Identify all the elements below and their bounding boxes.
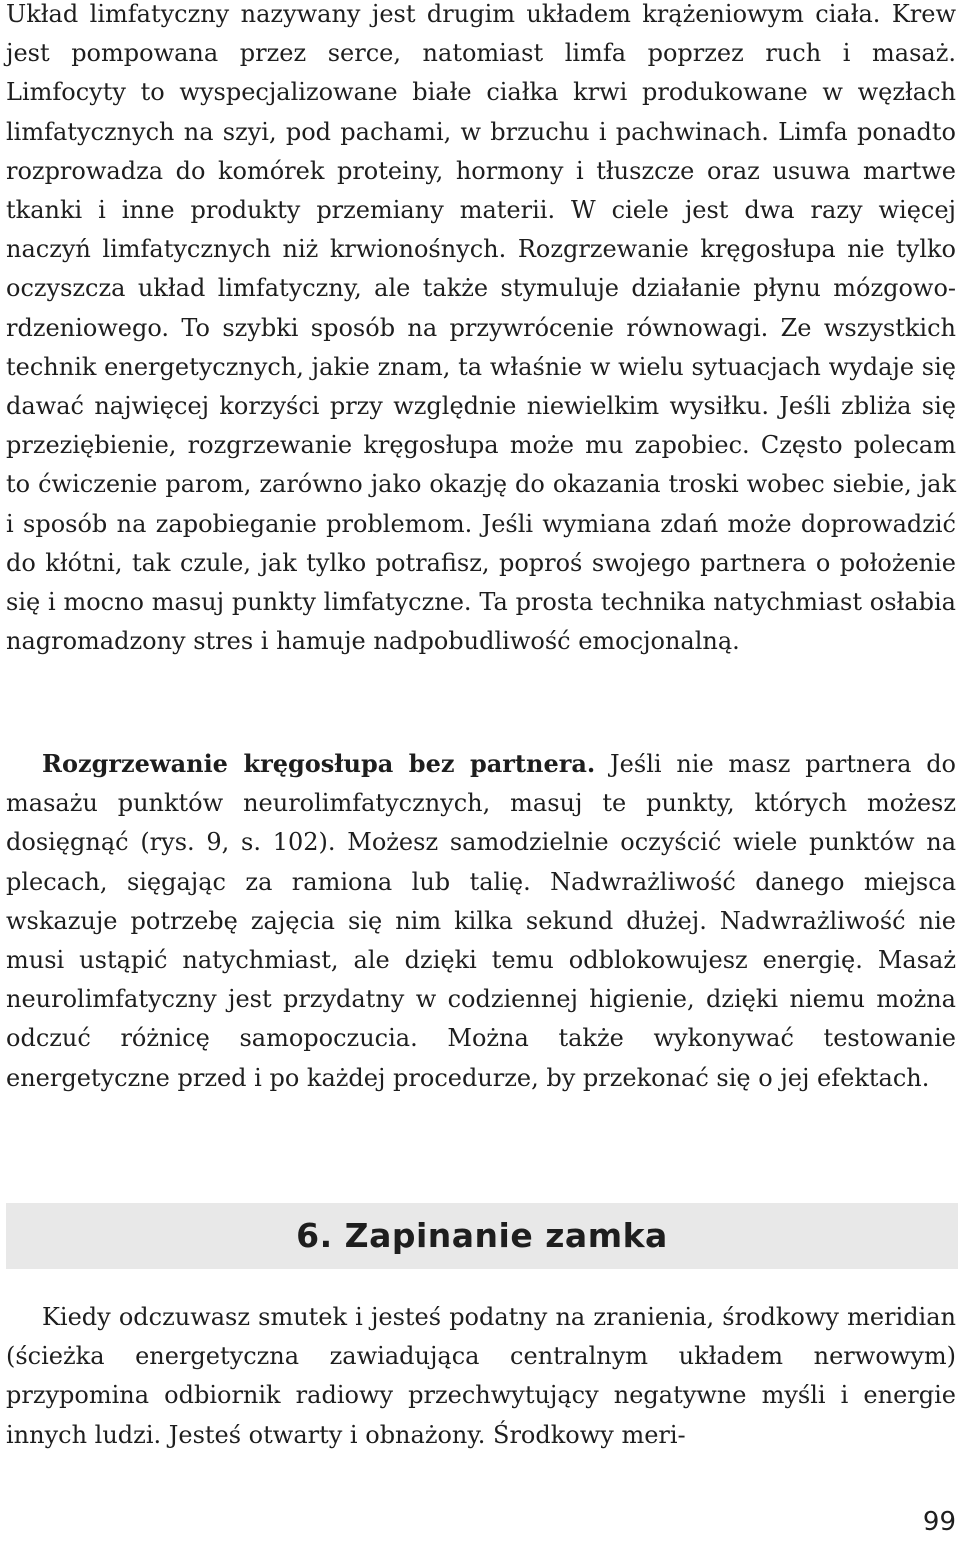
body-paragraph-without-partner [6, 744, 956, 1098]
body-paragraph-without-partner-text: Jeśli nie masz partnera do masażu punktów neurolimfatycznych, masuj te punkty, których możesz dosięgnąć (rys. 9, s. 102). Możesz samodzielnie oczyścić wiele punktów na plecach, sięgając za ramiona lub talię. Nadwrażliwość danego miejsca wskazuje potrzebę zajęcia się nim kilka sekund dłużej. Nadwrażliwość nie musi ustąpić natychmiast, ale dzięki temu odblokowujesz energię. Masaż neurolimfatyczny jest przydatny w codziennej higienie, dzięki niemu można odczuć różnicę samopoczucia. Można także wykonywać testowanie energetyczne przed i po każdej procedurze, by przekonać się o jej efektach. [6, 750, 957, 1092]
body-paragraph-lymphatic-system: Układ limfatyczny nazywany jest drugim układem krążeniowym ciała. Krew jest pompowana przez serce, natomiast limfa poprzez ruch i masaż. Limfocyty to wyspecjalizowane białe ciałka krwi produkowane w węzłach limfatycznych na szyi, pod pachami, w brzuchu i pachwinach. Limfa ponadto rozprowadza do komórek proteiny, hormony i tłuszcze oraz usuwa martwe tkanki i inne produkty przemiany materii. W ciele jest dwa razy więcej naczyń limfatycznych niż krwionośnych. Rozgrzewanie kręgosłupa nie tylko oczyszcza układ limfatyczny, ale także stymuluje działanie płynu mózgowo-rdzeniowego. To szybki sposób na przywrócenie równowagi. Ze wszystkich technik energetycznych, jakie znam, ta właśnie w wielu sytuacjach wydaje się dawać najwięcej korzyści przy względnie niewielkim wysiłku. Jeśli zbliża się przeziębienie, rozgrzewanie kręgosłupa może mu zapobiec. Często polecam to ćwiczenie parom, zarówno jako okazję do okazania troski wobec siebie, jak i sposób na zapobieganie problemom. Jeśli wymiana zdań może doprowadzić do kłótni, tak czule, jak tylko potrafisz, poproś swojego partnera o położenie się i mocno masuj punkty limfatyczne. Ta prosta technika natychmiast osłabia nagromadzony stres i hamuje nadpobudliwość emocjonalną. [6, 0, 956, 656]
body-paragraph-central-meridian: Kiedy odczuwasz smutek i jesteś podatny na zranienia, środkowy meridian (ścieżka energetyczna zawiadująca centralnym układem nerwowym) przypomina odbiornik radiowy przechwytujący negatywne myśli i energie innych ludzi. Jesteś otwarty i obnażony. Środkowy meri- [6, 1303, 956, 1449]
page-number: 99 [922, 1507, 956, 1537]
run-in-heading: Rozgrzewanie kręgosłupa bez partnera. [42, 749, 596, 778]
section-heading: 6. Zapinanie zamka [296, 1216, 668, 1255]
